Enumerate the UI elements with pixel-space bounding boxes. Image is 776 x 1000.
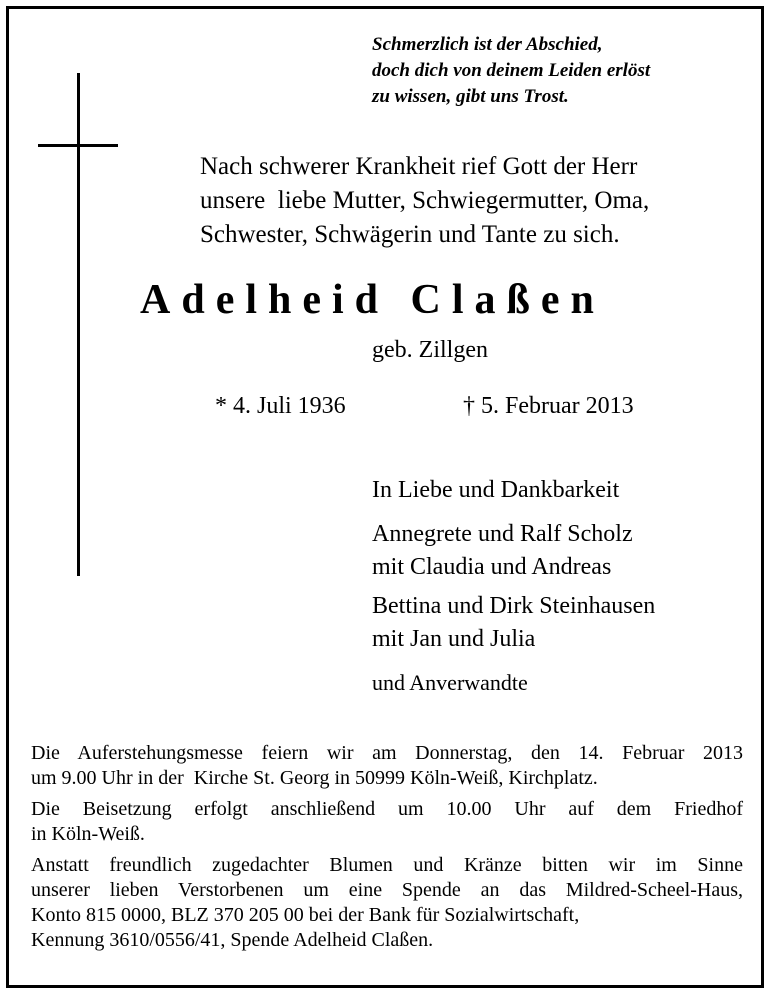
notice-line: Die Auferstehungsmesse feiern wir am Donnerstag, den 14. Februar 2013 (31, 742, 743, 764)
relatives-line: und Anverwandte (372, 670, 528, 695)
thanks-line: In Liebe und Dankbarkeit (372, 477, 620, 503)
maiden-name: geb. Zillgen (372, 337, 488, 363)
motto-line: Schmerzlich ist der Abschied, (372, 34, 603, 55)
notice-line: Konto 815 0000, BLZ 370 205 00 bei der Bank für Sozialwirtschaft, (31, 904, 580, 926)
motto-verse (372, 32, 752, 110)
mourner-line: Bettina und Dirk Steinhausen (372, 593, 656, 619)
mourner-line: Annegrete und Ralf Scholz (372, 521, 633, 547)
mourner-line: mit Claudia und Andreas (372, 554, 612, 580)
notice-line: um 9.00 Uhr in der Kirche St. Georg in 50999 Köln-Weiß, Kirchplatz. (31, 767, 598, 789)
mourners-list (372, 518, 655, 656)
notice-line: Anstatt freundlich zugedachter Blumen und Kränze bitten wir im Sinne (31, 854, 743, 876)
intro-line: Schwester, Schwägerin und Tante zu sich. (200, 221, 620, 248)
notice-line: Kennung 3610/0556/41, Spende Adelheid Claßen. (31, 929, 434, 951)
burial-notice (31, 797, 743, 847)
deceased-name: Adelheid Claßen (140, 277, 605, 323)
birth-date: * 4. Juli 1936 (215, 393, 346, 419)
intro-line: Nach schwerer Krankheit rief Gott der Herr (200, 153, 638, 180)
motto-line: doch dich von deinem Leiden erlöst (372, 60, 651, 81)
cross-horizontal-bar (38, 144, 118, 147)
notice-line: in Köln-Weiß. (31, 823, 145, 845)
notices-block (31, 741, 743, 959)
intro-text (200, 150, 760, 252)
intro-line: unsere liebe Mutter, Schwiegermutter, Oma, (200, 187, 650, 214)
mourner-line: mit Jan und Julia (372, 626, 536, 652)
motto-line: zu wissen, gibt uns Trost. (372, 86, 569, 107)
notice-line: unserer lieben Verstorbenen um eine Spende an das Mildred-Scheel-Haus, (31, 879, 743, 901)
cross-vertical-bar (77, 73, 80, 576)
mass-notice (31, 741, 743, 791)
donation-notice (31, 853, 743, 953)
death-date: † 5. Februar 2013 (463, 393, 634, 419)
notice-line: Die Beisetzung erfolgt anschließend um 10.00 Uhr auf dem Friedhof (31, 798, 743, 820)
